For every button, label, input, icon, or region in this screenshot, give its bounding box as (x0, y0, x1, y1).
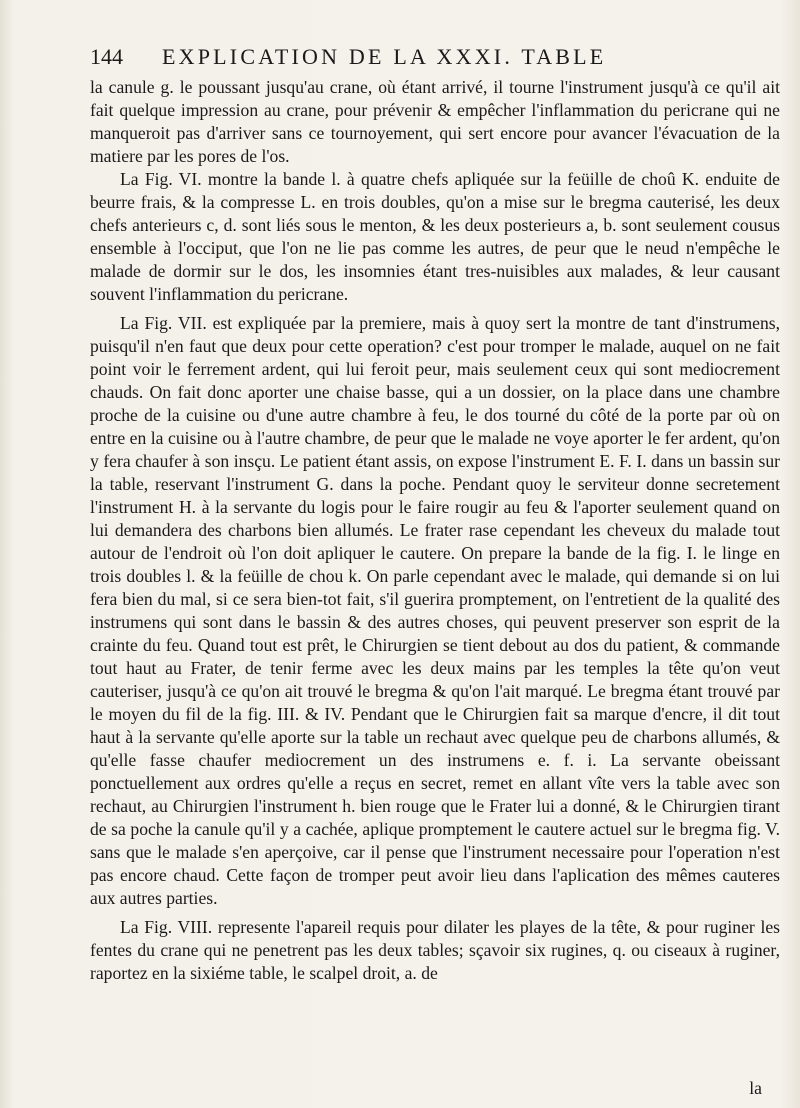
page-number: 144 (90, 44, 123, 69)
page-header (90, 44, 780, 78)
paragraph-fig-vi: La Fig. VI. montre la bande l. à quatre chefs apliquée sur la feüille de choû K. enduite de beurre frais, & la compresse L. en trois doubles, qu'on a mise sur le bregma cauterisé, les deux chefs anterieurs c, d. sont liés sous le menton, & les deux posterieurs a, b. sont seulement cousus ensemble à l'occiput, que l'on ne lie pas comme les autres, de peur que le neud n'empêche le malade de dormir sur le dos, les insomnies étant tres-nuisibles aux malades, & leur causant souvent l'inflammation du pericrane. (90, 169, 780, 304)
catchword: la (749, 1078, 762, 1098)
body-text (90, 76, 780, 985)
paragraph-fig-viii: La Fig. VIII. represente l'apareil requis pour dilater les playes de la tête, & pour ruginer les fentes du crane qui ne penetrent pas les deux tables; sçavoir six rugines, q. ou ciseaux à ruginer, raportez en la sixiéme table, le scalpel droit, a. de (90, 917, 780, 983)
running-title: EXPLICATION DE LA XXXI. TABLE (162, 44, 607, 69)
paragraph-continuation: la canule g. le poussant jusqu'au crane, où étant arrivé, il tourne l'instrument jusqu'à ce qu'il ait fait quelque impression au crane, pour prévenir & empêcher l'inflammation du pericrane qui ne manqueroit pas d'arriver sans ce tournoyement, qui sert encore pour avancer l'évacuation de la matiere par les pores de l'os. (90, 77, 780, 166)
paragraph-fig-vii: La Fig. VII. est expliquée par la premiere, mais à quoy sert la montre de tant d'instrumens, puisqu'il n'en faut que deux pour cette operation? c'est pour tromper le malade, auquel on ne fait point voir le ferrement ardent, qui lui feroit peur, mais seulement ceux qui sont mediocrement chauds. On fait donc aporter une chaise basse, qui a un dossier, on la place dans une chambre proche de la cuisine ou d'une autre chambre à feu, le dos tourné du côté de la porte par où on entre en la cuisine ou à l'autre chambre, de peur que le malade ne voye aporter le fer ardent, qu'on y fera chaufer à son insçu. Le patient étant assis, on expose l'instrument E. F. I. dans un bassin sur la table, reservant l'instrument G. dans la poche. Pendant quoy le serviteur donne secretement l'instrument H. à la servante du logis pour le faire rougir au feu & l'aporter seulement quand on lui demandera des charbons bien allumés. Le frater rase cependant les cheveux du malade tout autour de l'endroit où l'on doit apliquer le cautere. On prepare la bande de la fig. I. le linge en trois doubles l. & la feüille de chou k. On parle cependant avec le malade, qui demande si on lui fera bien du mal, si ce sera bien-tot fait, s'il guerira promptement, on l'entretient de la qualité des instrumens qui sont dans le bassin & des autres choses, qui peuvent preserver son esprit de la crainte du feu. Quand tout est prêt, le Chirurgien se tient debout au dos du patient, & commande tout haut au Frater, de tenir ferme avec les deux mains par les temples la tête qu'on veut cauteriser, jusqu'à ce qu'on ait trouvé le bregma & qu'on l'ait marqué. Le bregma étant trouvé par le moyen du fil de la fig. III. & IV. Pendant que le Chirurgien fait sa marque d'encre, il dit tout haut à la servante qu'elle aporte sur la table un rechaut avec quelque peu de charbons allumés, & qu'elle fasse chaufer mediocrement un des instrumens e. f. i. La servante obeissant ponctuellement aux ordres qu'elle a reçus en secret, remet en allant vîte vers la table avec son rechaut, au Chirurgien l'instrument h. bien rouge que le Frater lui a donné, & le Chirurgien tirant de sa poche la canule qu'il y a cachée, aplique promptement le cautere actuel sur le bregma fig. V. sans que le malade s'en aperçoive, car il pense que l'instrument necessaire pour l'operation n'est pas encore chaud. Cette façon de tromper peut avoir lieu dans l'aplication des mêmes cauteres aux autres parties. (90, 313, 780, 908)
